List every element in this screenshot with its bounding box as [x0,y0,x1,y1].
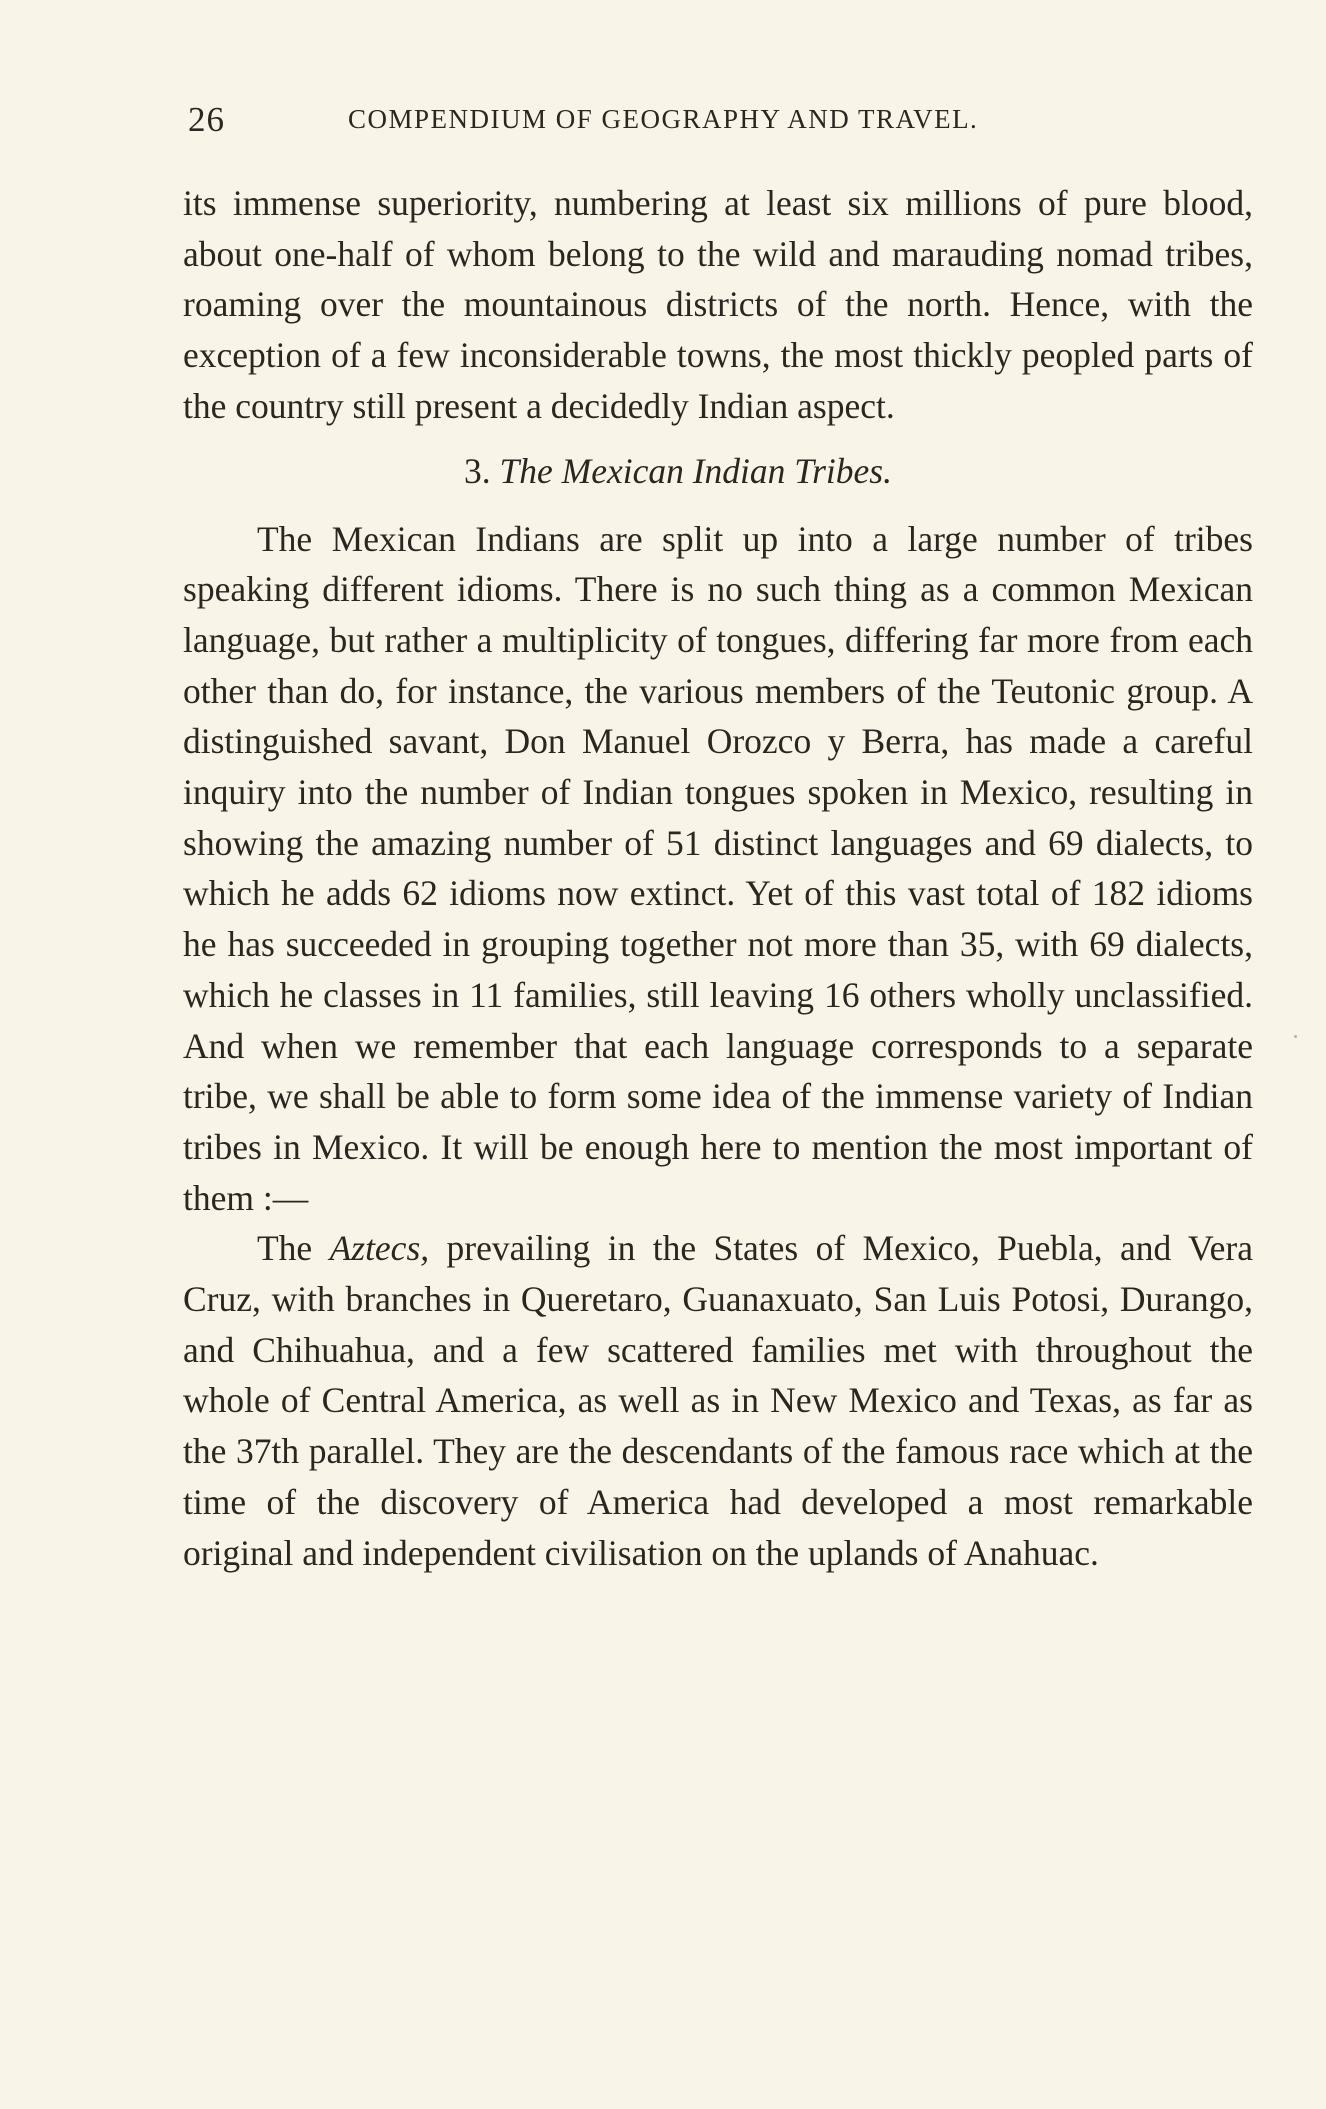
paragraph-aztecs [183,1223,1253,1578]
running-head: COMPENDIUM OF GEOGRAPHY AND TRAVEL. [348,104,979,134]
section-heading [183,446,1253,496]
paragraph-tribes-overview: The Mexican Indians are split up into a large number of tribes speaking different idioms. There is no such thing as a common Mexican language, but rather a multiplicity of tongues, differing far more from each other than do, for instance, the various members of the Teutonic group. A distinguished savant, Don Manuel Orozco y Berra, has made a careful inquiry into the number of Indian tongues spoken in Mexico, resulting in showing the amazing number of 51 distinct languages and 69 dialects, to which he adds 62 idioms now extinct. Yet of this vast total of 182 idioms he has succeeded in grouping together not more than 35, with 69 dialects, which he classes in 11 families, still leaving 16 others wholly unclassified. And when we remember that each language corresponds to a separate tribe, we shall be able to form some idea of the immense variety of Indian tribes in Mexico. It will be enough here to mention the most important of them :— [183,518,1253,1218]
section-number: 3. [464,450,491,491]
tribe-name-aztecs: Aztecs, [329,1228,430,1269]
page-number: 26 [188,100,225,139]
section-title: The Mexican Indian Tribes. [499,450,892,491]
body-text [183,178,1253,1578]
paragraph-continued: its immense superiority, numbering at least six millions of pure blood, about one-half of whom belong to the wild and marauding nomad tribes, roaming over the mountainous districts of the north. Hence, with the exception of a few inconsiderable towns, the most thickly peopled parts of the country still present a decidedly Indian aspect. [183,183,1253,426]
paper-speck [1294,1035,1297,1038]
page-header [188,100,1088,150]
paragraph-aztecs-rest: prevailing in the States of Mexico, Puebla, and Vera Cruz, with branches in Queretaro, Guanaxuato, San Luis Potosi, Durango, and Chihuahua, and a few scattered families met with throughout the whole of Central America, as well as in New Mexico and Texas, as far as the 37th parallel. They are the descendants of the famous race which at the time of the discovery of America had developed a most remarkable original and independent civilisation on the uplands of Anahuac. [183,1228,1254,1573]
paragraph-aztecs-lead: The [257,1228,313,1269]
